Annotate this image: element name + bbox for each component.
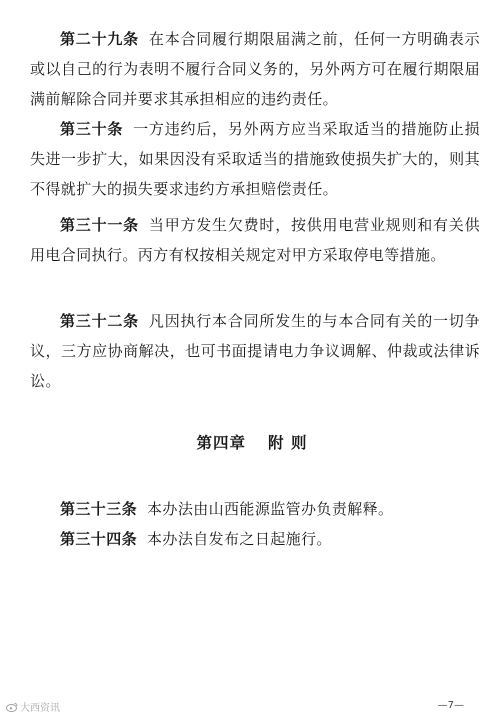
chapter-number: 第四章 [196, 434, 247, 452]
article-text: 本办法自发布之日起施行。 [147, 530, 332, 548]
article-label: 第三十一条 [60, 216, 139, 234]
chapter-heading [0, 431, 504, 455]
article-31 [30, 210, 480, 270]
article-29 [30, 24, 480, 114]
article-34 [30, 524, 480, 554]
article-30 [30, 114, 480, 204]
article-text: 在本合同履行期限届满之前，任何一方明确表示或以自己的行为表明不履行合同义务的，另外两方可在履行期限届满前解除合同并要求其承担相应的违约责任。 [30, 30, 480, 108]
page-number: —7— [437, 700, 464, 711]
article-text: 本办法由山西能源监管办负责解释。 [147, 500, 394, 518]
article-label: 第三十三条 [60, 500, 138, 518]
article-33 [30, 494, 480, 524]
watermark [6, 699, 60, 714]
weibo-icon [6, 702, 18, 712]
article-32 [30, 306, 480, 396]
article-label: 第三十二条 [60, 312, 139, 330]
article-label: 第三十四条 [60, 530, 138, 548]
article-text: 凡因执行本合同所发生的与本合同有关的一切争议，三方应协商解决，也可书面提请电力争议调解、仲裁或法律诉讼。 [30, 312, 480, 390]
article-text: 一方违约后，另外两方应当采取适当的措施防止损失进一步扩大，如果因没有采取适当的措施致使损失扩大的，则其不得就扩大的损失要求违约方承担赔偿责任。 [30, 120, 480, 198]
article-label: 第三十条 [60, 120, 124, 138]
article-text: 当甲方发生欠费时，按供用电营业规则和有关供用电合同执行。丙方有权按相关规定对甲方采取停电等措施。 [30, 216, 480, 264]
chapter-title: 附 则 [268, 434, 308, 452]
watermark-text: 大西资讯 [20, 703, 60, 714]
article-label: 第二十九条 [60, 30, 139, 48]
